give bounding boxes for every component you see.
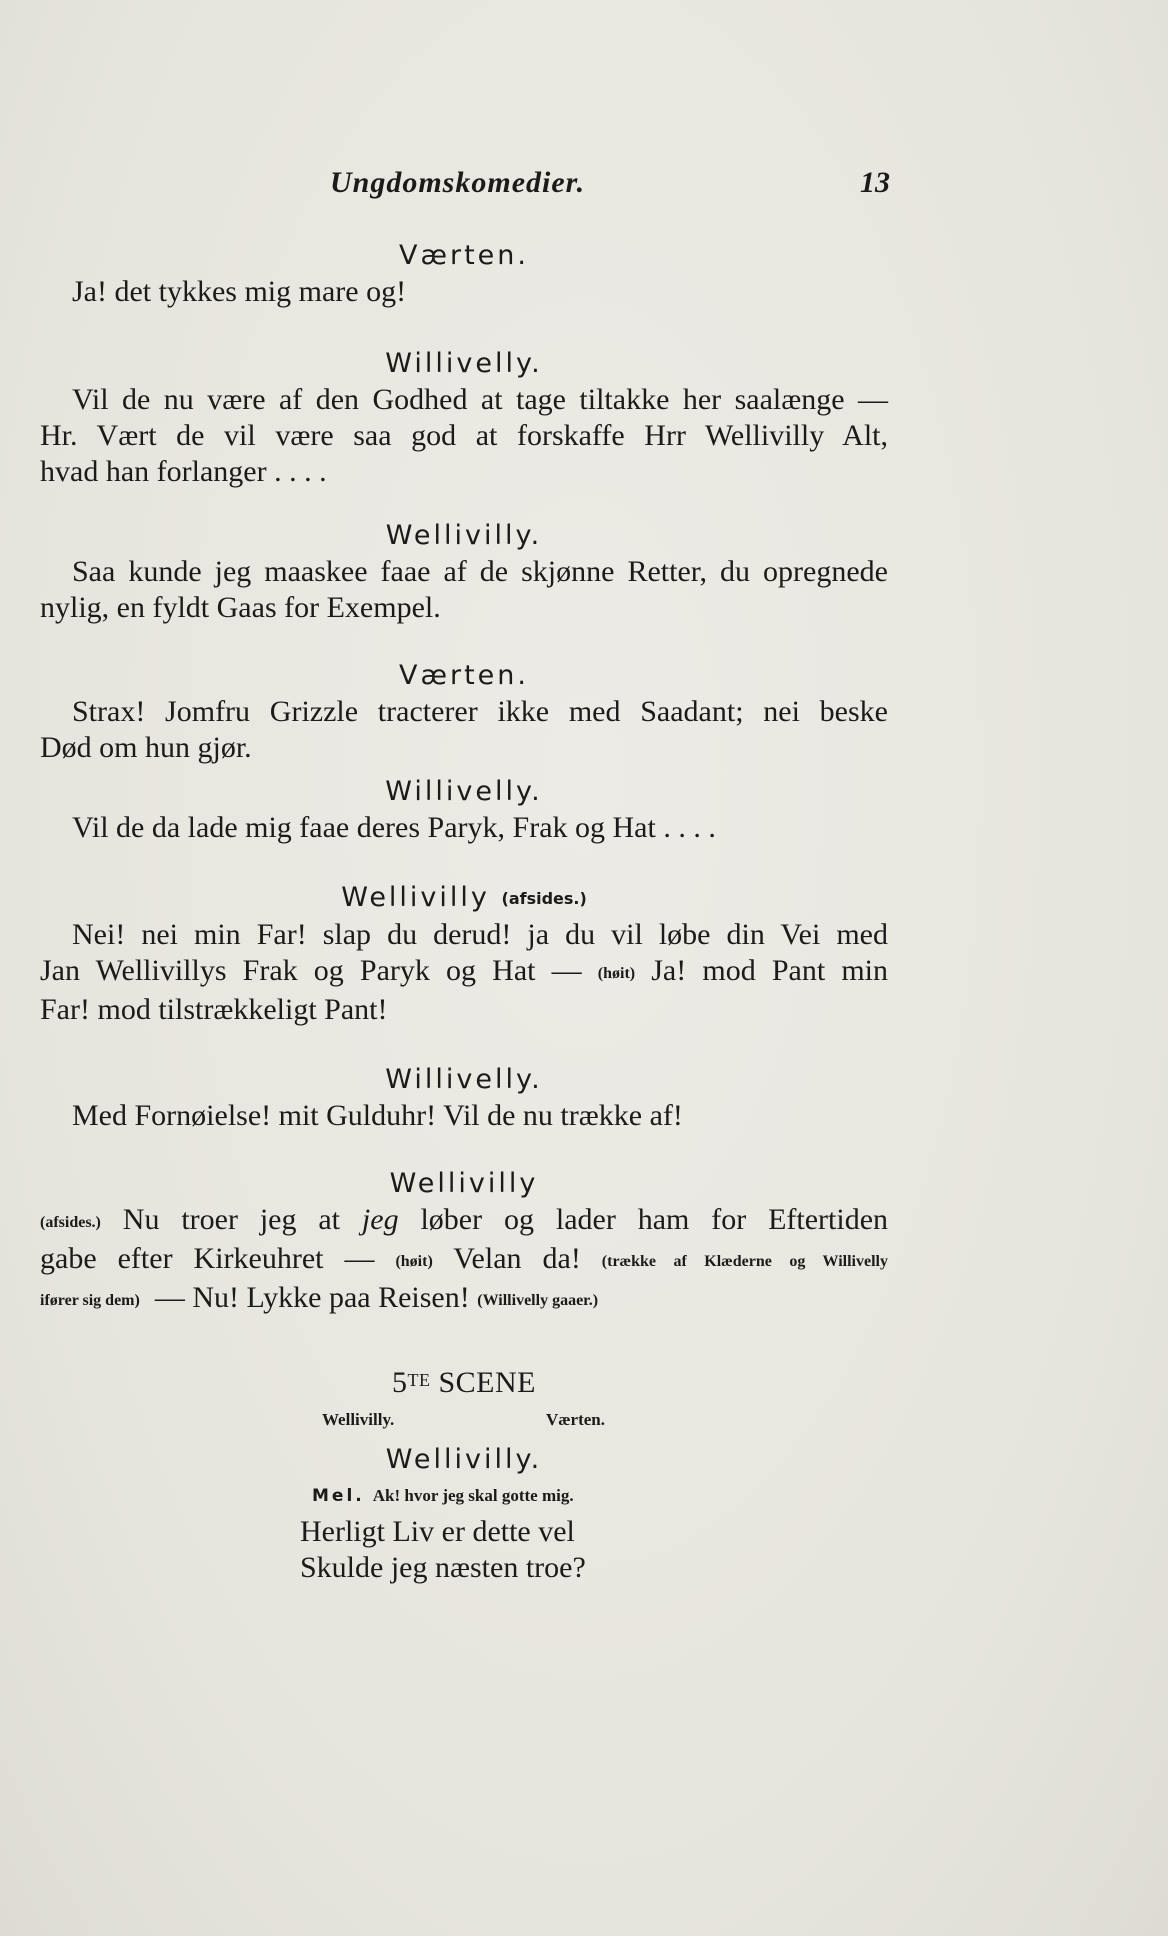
speech-line <box>40 953 888 992</box>
speech-text: Jan Wellivillys Frak og Paryk og Hat — <box>40 954 582 987</box>
stage-direction: (trække af Klæderne og Willivelly <box>601 1253 888 1270</box>
speech <box>40 810 888 846</box>
speech-text: Velan da! <box>453 1242 581 1275</box>
stage-direction: (høit) <box>597 965 636 982</box>
speech-line <box>40 1241 888 1280</box>
speech-line: Ja! det tykkes mig mare og! <box>72 275 407 308</box>
verse-line: Skulde jeg næsten troe? <box>300 1551 586 1584</box>
speech-line: Vil de da lade mig faae deres Paryk, Frak og Hat . . . . <box>72 811 716 844</box>
speaker-name: Wellivilly. <box>385 520 543 551</box>
speech-text: — Nu! Lykke paa Reisen! <box>154 1281 470 1314</box>
speech <box>40 917 888 1028</box>
speaker-name: Willivelly. <box>385 348 543 379</box>
cast-member: Wellivilly. <box>322 1410 395 1429</box>
song-verse <box>300 1514 586 1586</box>
dialogue-block <box>40 658 888 766</box>
speech-line: Død om hun gjør. <box>40 731 252 764</box>
speaker-name <box>40 880 888 917</box>
speech <box>40 382 888 490</box>
speech-line: Vil de nu være af den Godhed at tage tiltakke her saalænge — <box>72 383 888 416</box>
speech-line: hvad han forlanger . . . . <box>40 455 327 488</box>
speaker-name: Willivelly. <box>385 1064 543 1095</box>
dialogue-block <box>40 774 888 846</box>
speech-line: Nei! nei min Far! slap du derud! ja du vil løbe din Vei med <box>72 918 888 951</box>
page-number: 13 <box>860 166 890 199</box>
dialogue-block <box>40 346 888 490</box>
speech-line: Med Fornøielse! mit Gulduhr! Vil de nu trække af! <box>72 1099 683 1132</box>
stage-direction: (Willivelly gaaer.) <box>477 1292 599 1309</box>
dialogue-block <box>40 518 888 626</box>
speech-line: Saa kunde jeg maaskee faae af de skjønne Retter, du opregnede <box>72 555 888 588</box>
speech-text: Ja! mod Pant min <box>651 954 888 987</box>
speech-text: løber og lader ham for Eftertiden <box>420 1203 889 1236</box>
speaker-name: Værten. <box>399 660 529 691</box>
scene-number: 5 <box>391 1366 408 1399</box>
speech <box>40 1098 888 1134</box>
speech <box>40 694 888 766</box>
running-title: Ungdomskomedier. <box>330 166 586 199</box>
melody-note <box>312 1486 574 1506</box>
speaker-name: Wellivilly. <box>385 1444 543 1475</box>
verse-line: Herligt Liv er dette vel <box>300 1515 575 1548</box>
speech-line: Strax! Jomfru Grizzle tracterer ikke med Saadant; nei beske <box>72 695 888 728</box>
stage-direction: (høit) <box>395 1253 433 1270</box>
speech-line <box>40 1280 888 1319</box>
melody-label: Mel. <box>312 1486 365 1506</box>
speech-line <box>40 1202 888 1241</box>
dialogue-block <box>40 880 888 1028</box>
speaker-name: Wellivilly <box>389 1168 539 1199</box>
speech-text: Nu troer jeg at <box>122 1203 341 1236</box>
stage-direction: (afsides.) <box>40 1214 101 1231</box>
scene-number-suffix: TE <box>407 1370 431 1390</box>
cast-member: Værten. <box>546 1410 606 1429</box>
scene-heading <box>0 1366 928 1400</box>
speaker-name-text: Wellivilly <box>341 882 490 913</box>
speech <box>40 274 888 310</box>
speaker-name: Værten. <box>399 240 529 271</box>
emphasis-text: jeg <box>361 1203 399 1236</box>
stage-direction: ifører sig dem) <box>40 1292 140 1309</box>
speech <box>40 554 888 626</box>
speech-line: Hr. Vært de vil være saa god at forskaffe Hrr Wellivilly Alt, <box>40 419 888 452</box>
speech <box>40 1202 888 1319</box>
scene-title-text: SCENE <box>438 1366 536 1399</box>
speech-text: gabe efter Kirkeuhret — <box>40 1242 375 1275</box>
page-header <box>330 166 890 206</box>
melody-title: Ak! hvor jeg skal gotte mig. <box>372 1486 574 1505</box>
stage-direction: (afsides.) <box>501 889 587 908</box>
speaker-name: Willivelly. <box>385 776 543 807</box>
speech-line: Far! mod tilstrækkeligt Pant! <box>40 993 388 1026</box>
speech-line: nylig, en fyldt Gaas for Exempel. <box>40 591 441 624</box>
dialogue-block <box>40 1062 888 1134</box>
dialogue-block <box>40 1166 888 1319</box>
dialogue-block <box>40 238 888 310</box>
